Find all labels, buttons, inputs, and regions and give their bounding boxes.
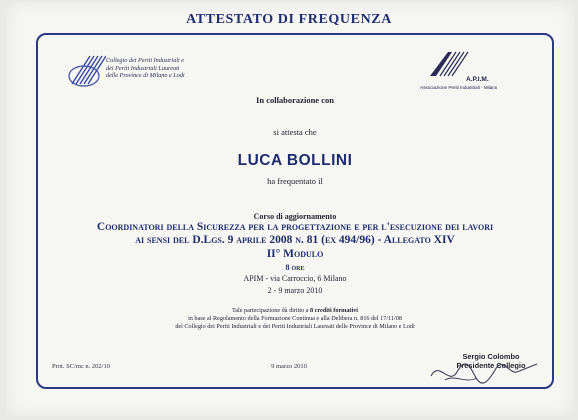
collegio-line-2: dei Periti Industriali Laureati	[106, 64, 180, 72]
credits-paragraph-line-1	[36, 307, 554, 314]
course-title-line-1: Coordinatori della Sicurezza per la progettazione e per l'esecuzione dei lavori	[96, 221, 494, 233]
collegio-logo-text	[106, 57, 236, 80]
apim-logo	[420, 48, 534, 94]
apim-name: A.P.I.M.	[466, 76, 489, 83]
collegio-line-3: delle Province di Milano e Lodi	[106, 72, 185, 80]
collegio-emblem-icon	[66, 52, 106, 92]
signer-block	[436, 352, 546, 370]
credits-paragraph-line-2: in base al Regolamento della Formazione Continua e alla Delibera n. 816 del 17/11/08	[188, 315, 402, 322]
course-dates: 2 - 9 marzo 2010	[267, 286, 323, 295]
attesta-text: si attesta che	[273, 127, 317, 137]
credits-prefix: Tale partecipazione dà diritto a	[231, 307, 311, 314]
signer-name: Sergio Colombo	[462, 352, 520, 361]
apim-subtitle: Associazione Periti Industriali - Milano	[420, 85, 498, 90]
credits-count: 8 crediti formativi	[310, 307, 359, 314]
signer-role: Presidente Collegio	[456, 361, 526, 370]
issue-date: 9 marzo 2010	[271, 363, 307, 370]
credits-paragraph-line-3: del Collegio dei Periti Industriali e dei Periti Industriali Laureati delle Province di Milano e Lodi	[175, 323, 415, 330]
apim-emblem-icon	[428, 48, 472, 78]
course-type: Corso di aggiornamento	[253, 212, 337, 221]
course-module: II° Modulo	[266, 248, 324, 260]
collaboration-text: In collaborazione con	[256, 95, 334, 105]
collegio-line-1: Collegio dei Periti Industriali e	[106, 57, 185, 64]
attended-text: ha frequentato il	[267, 176, 323, 186]
course-title-line-2: ai sensi del D.Lgs. 9 aprile 2008 n. 81 (ex 494/96) - Allegato XIV	[135, 234, 455, 246]
course-hours: 8 ore	[285, 263, 305, 272]
course-location: APIM - via Carroccio, 6 Milano	[243, 274, 347, 283]
protocol-number: Prot. SC/mc n. 202/10	[52, 363, 110, 370]
recipient-name: LUCA BOLLINI	[237, 152, 353, 169]
certificate-title: ATTESTATO DI FREQUENZA	[186, 12, 392, 27]
collegio-logo	[66, 50, 236, 94]
